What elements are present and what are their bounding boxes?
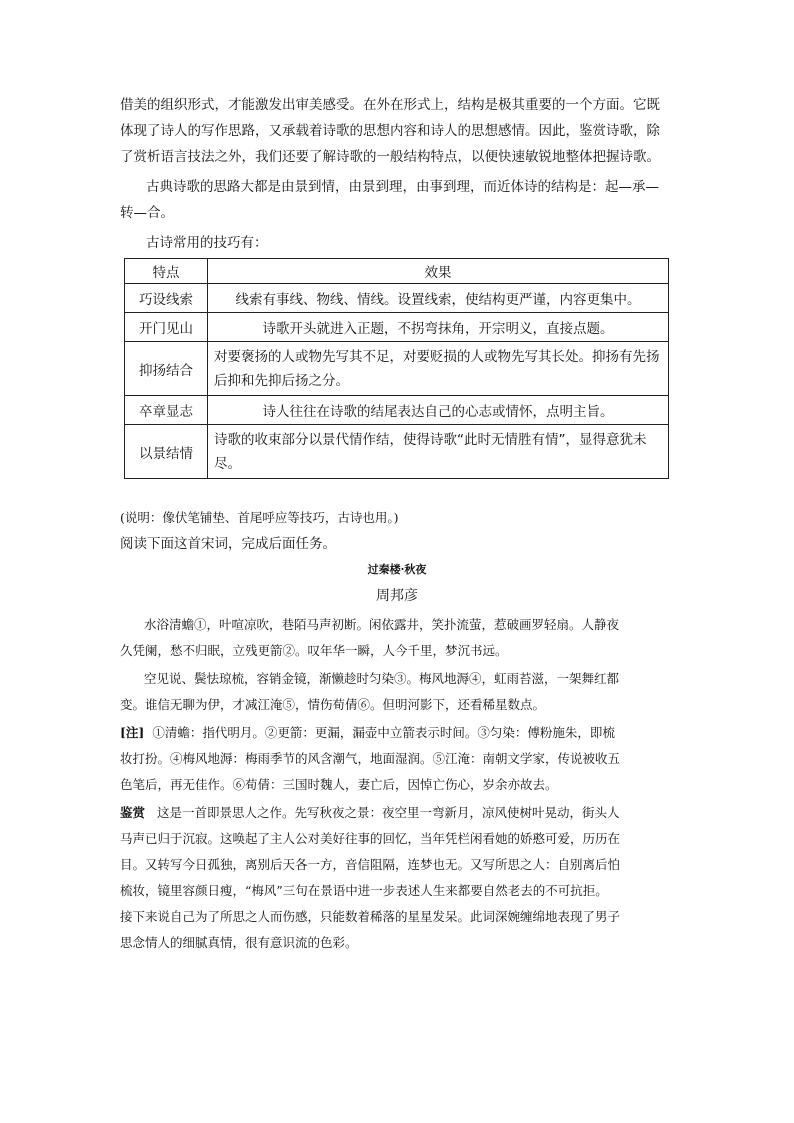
table-row	[125, 425, 669, 479]
task-line: 阅读下面这首宋词，完成后面任务。	[120, 536, 336, 552]
notes-line-3: 色笔后，再无佳作。⑥荀倩：三国时魏人，妻亡后，因悼亡伤心，岁余亦故去。	[120, 777, 558, 792]
poem-stanza-2	[120, 666, 680, 718]
poem-line: 变。谁信无聊为伊，才减江淹⑤，情伤荀倩⑥。但明河影下，还看稀星数点。	[120, 697, 546, 712]
structure-paragraph	[120, 174, 680, 226]
appreciation-label: 鉴赏	[120, 805, 146, 820]
poem-author: 周邦彦	[376, 588, 418, 604]
intro-line-2: 体现了诗人的写作思路，又承载着诗歌的思想内容和诗人的思想感情。因此，鉴赏诗歌，除	[120, 123, 660, 139]
feature-cell: 卒章显志	[125, 396, 208, 425]
appreciation-line-2: 马声已归于沉寂。这唤起了主人公对美好往事的回忆，当年凭栏闲看她的娇憨可爱，历历在	[120, 831, 621, 846]
notes-text: ①清蟾：指代明月。②更箭：更漏，漏壶中立箭表示时间。③匀染：傅粉施朱，即梳	[152, 725, 615, 740]
techniques-heading: 古诗常用的技巧有：	[146, 235, 268, 251]
table-row	[125, 396, 669, 425]
feature-cell: 以景结情	[125, 425, 208, 479]
structure-line-2: 转—合。	[120, 205, 174, 221]
effect-cell: 诗歌的收束部分以景代情作结，使得诗歌“此时无情胜有情”，显得意犹未尽。	[208, 425, 669, 479]
poem-line: 水浴清蟾①，叶喧凉吹，巷陌马声初断。闲依露井，笑扑流萤，惹破画罗轻扇。人静夜	[144, 617, 620, 632]
techniques-table	[124, 258, 669, 479]
poem-line: 空见说、鬓怯琼梳，容销金镜，渐懒趁时匀染③。梅风地溽④，虹雨苔滋，一架舞红都	[144, 671, 620, 686]
feature-cell: 巧设线索	[125, 284, 208, 313]
notes-block	[120, 720, 680, 798]
feature-cell: 开门见山	[125, 313, 208, 342]
effect-cell: 对要褒扬的人或物先写其不足，对要贬损的人或物先写其长处。抑扬有先扬后抑和先抑后扬之分。	[208, 342, 669, 396]
table-row	[125, 313, 669, 342]
appreciation-line-1	[120, 800, 680, 826]
appreciation-line-6: 思念情人的细腻真情，很有意识流的色彩。	[120, 935, 358, 950]
effect-cell: 诗歌开头就进入正题，不拐弯抹角，开宗明义，直接点题。	[208, 313, 669, 342]
appreciation-line-5: 接下来说自己为了所思之人而伤感，只能数着稀落的星星发呆。此词深婉缠绵地表现了男子	[120, 909, 621, 924]
effect-cell: 线索有事线、物线、情线。设置线索，使结构更严谨，内容更集中。	[208, 284, 669, 313]
appreciation-line-4: 梳妆，镜里容颜日瘦，“梅风”三句在景语中进一步表述人生来都要自然老去的不可抗拒。	[120, 883, 608, 898]
appreciation-text: 这是一首即景思人之作。先写秋夜之景：夜空里一弯新月，凉风使树叶晃动，街头人	[157, 805, 620, 820]
intro-line-1: 借美的组织形式，才能激发出审美感受。在外在形式上，结构是极其重要的一个方面。它既	[120, 97, 660, 113]
appreciation-block	[120, 800, 680, 956]
feature-cell: 抑扬结合	[125, 342, 208, 396]
intro-line-3: 了赏析语言技法之外，我们还要了解诗歌的一般结构特点，以便快速敏锐地整体把握诗歌。	[120, 149, 660, 165]
effect-cell: 诗人往往在诗歌的结尾表达自己的心志或情怀，点明主旨。	[208, 396, 669, 425]
table-row	[125, 342, 669, 396]
header-effect: 效果	[208, 259, 669, 284]
appreciation-line-3: 目。又转写今日孤独，离别后天各一方，音信阻隔，连梦也无。又写所思之人：自别离后怕	[120, 857, 621, 872]
note-line: (说明：像伏笔铺垫、首尾呼应等技巧，古诗也用。)	[120, 510, 399, 525]
header-feature: 特点	[125, 259, 208, 284]
notes-line-1	[120, 720, 680, 746]
intro-paragraph	[120, 92, 680, 170]
notes-line-2: 妆打扮。④梅风地溽：梅雨季节的风含潮气，地面湿润。⑤江淹：南朝文学家，传说被收五	[120, 751, 621, 766]
poem-title: 过秦楼·秋夜	[367, 563, 427, 576]
table-header-row	[125, 259, 669, 284]
poem-stanza-1	[120, 612, 680, 664]
notes-label: [注]	[120, 725, 145, 740]
structure-line-1: 古典诗歌的思路大都是由景到情，由景到理，由事到理，而近体诗的结构是：起—承—	[146, 179, 659, 195]
table-row	[125, 284, 669, 313]
poem-line: 久凭阑，愁不归眠，立残更箭②。叹年华一瞬，人今千里，梦沉书远。	[120, 643, 508, 658]
